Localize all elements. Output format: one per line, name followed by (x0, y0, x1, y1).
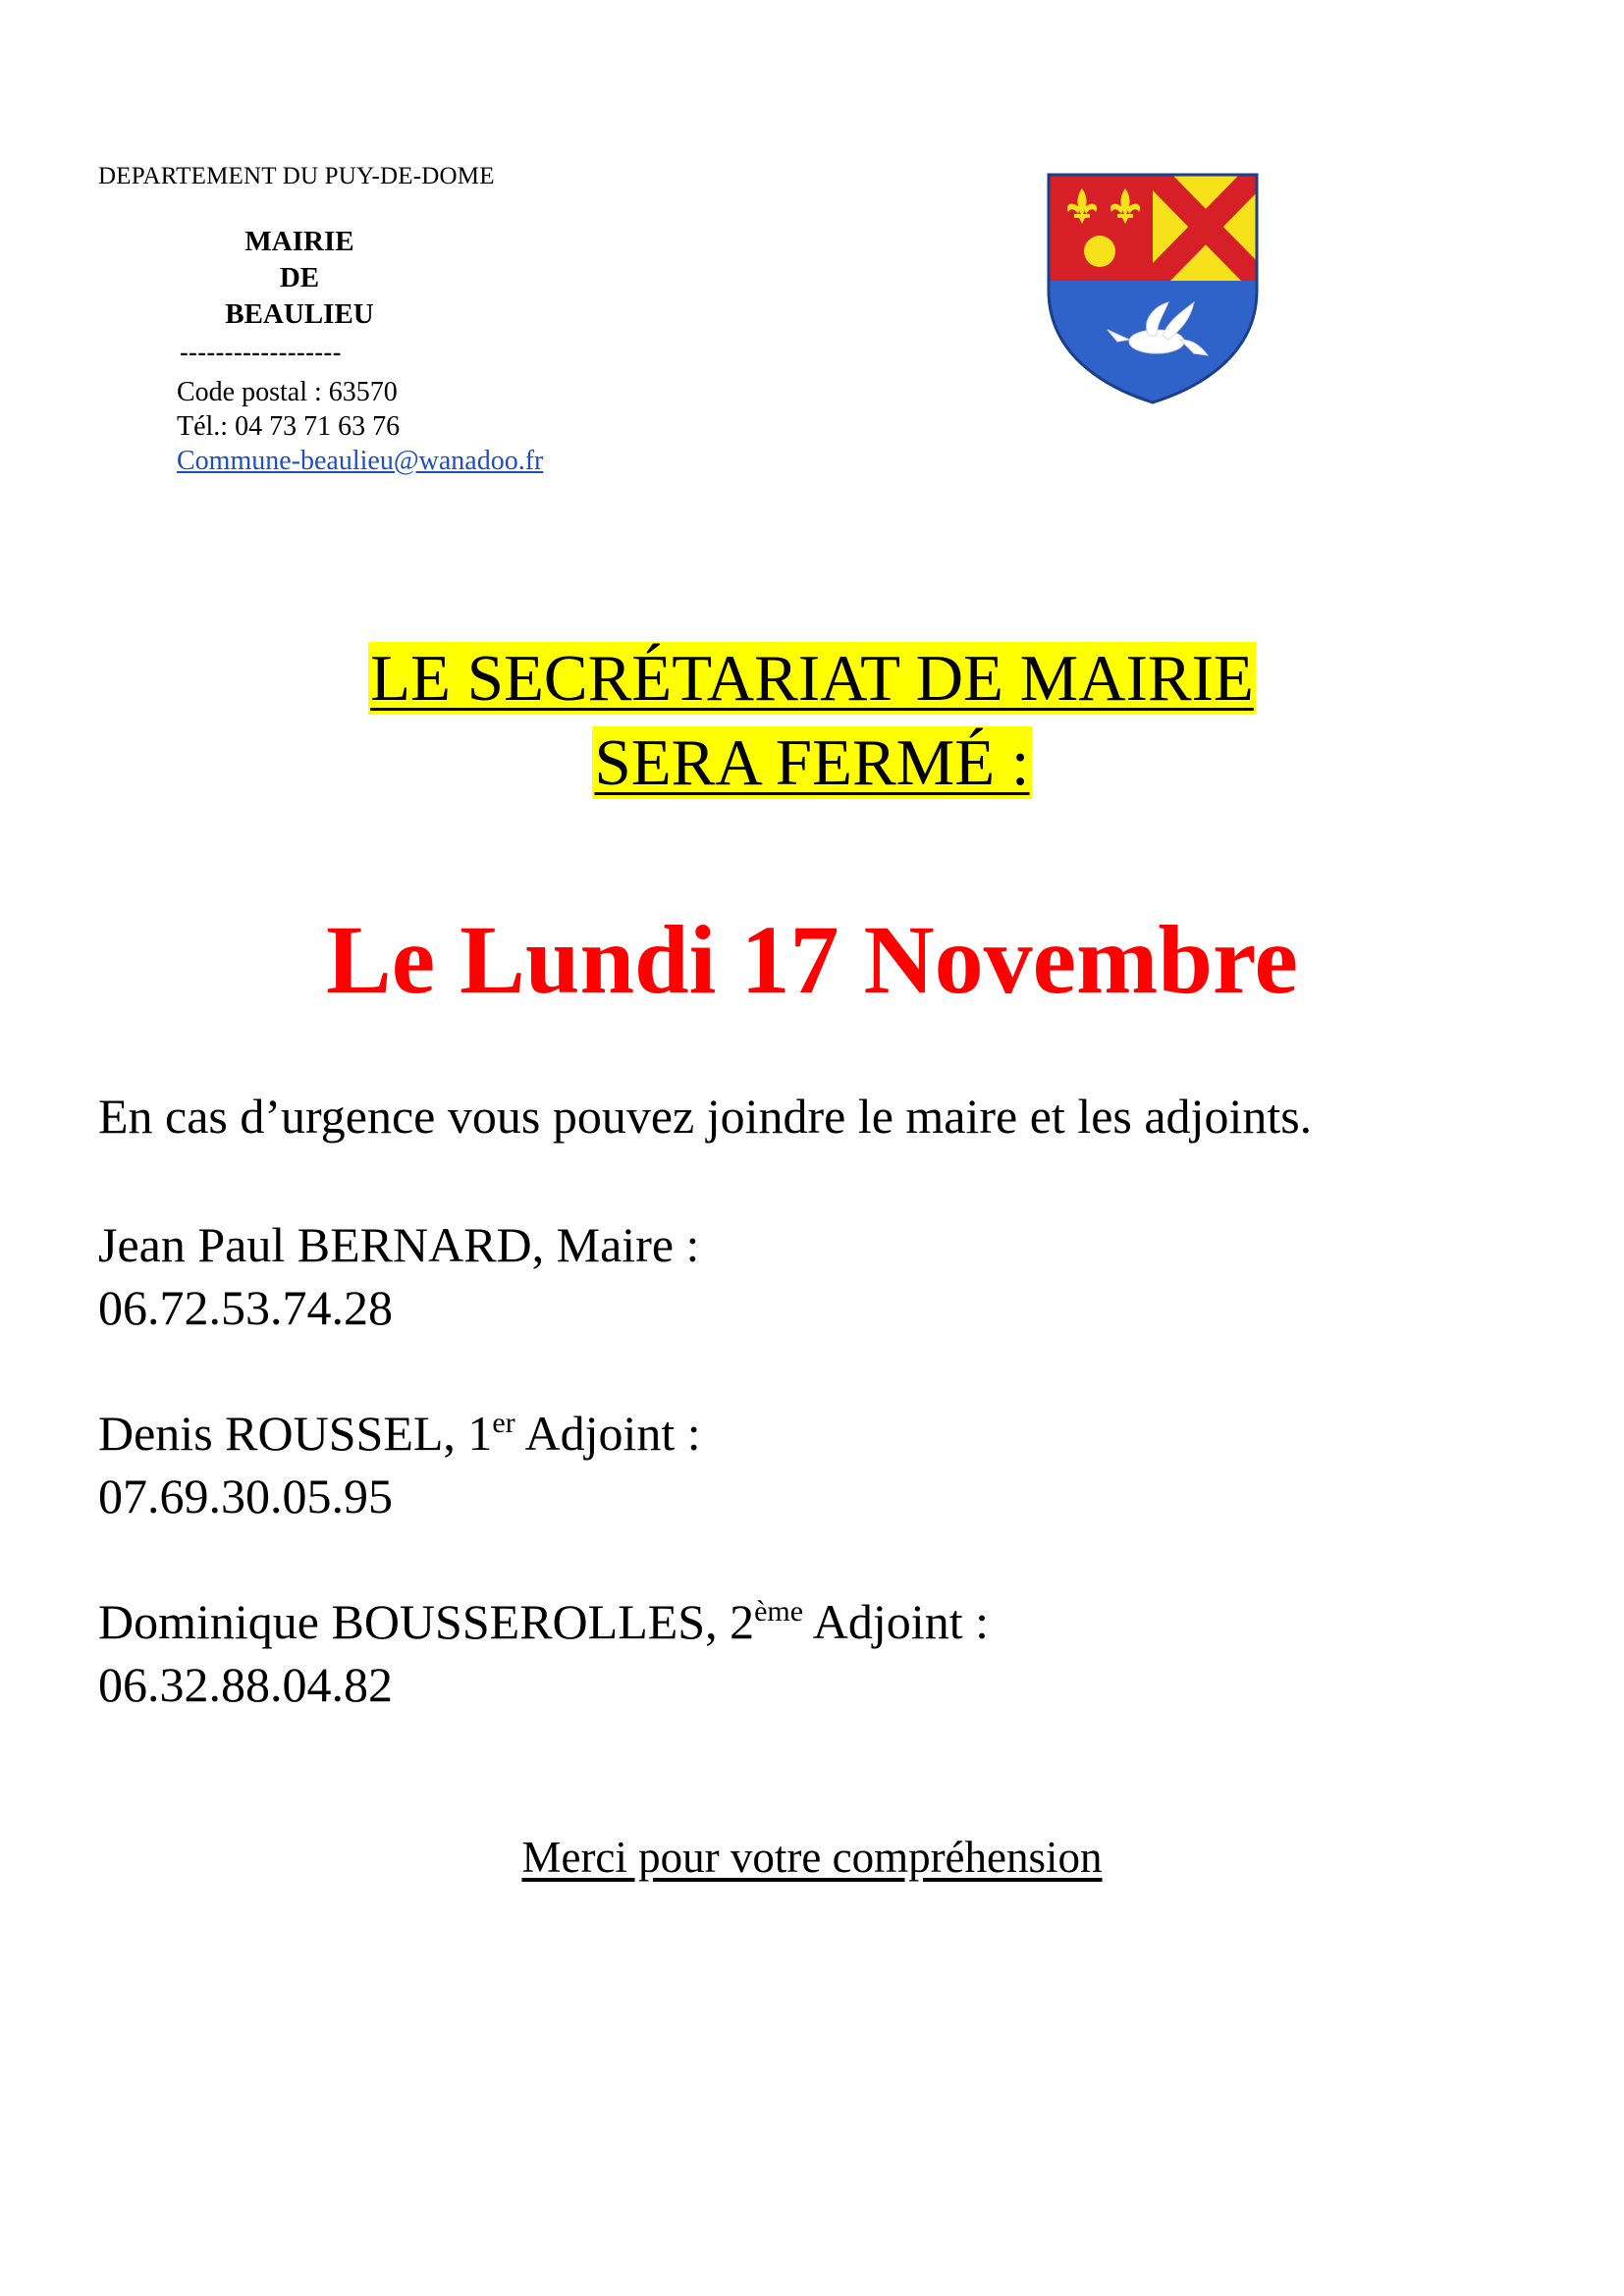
contact-name: Jean Paul BERNARD, Maire : (98, 1217, 700, 1272)
contact-maire (98, 1213, 699, 1339)
contact-phone: 07.69.30.05.95 (98, 1468, 393, 1523)
contact-phone: 06.72.53.74.28 (98, 1280, 393, 1335)
email-link[interactable]: Commune-beaulieu@wanadoo.fr (177, 446, 544, 476)
contact-adjoint-1 (98, 1402, 701, 1527)
mairie-line-3: BEAULIEU (225, 298, 374, 330)
closure-date: Le Lundi 17 Novembre (326, 905, 1298, 1014)
mairie-line-1: MAIRIE (244, 226, 354, 257)
mairie-title (147, 224, 452, 333)
postal-code: Code postal : 63570 (177, 377, 398, 407)
coat-of-arms-icon (1047, 173, 1259, 404)
department-label: DEPARTEMENT DU PUY-DE-DOME (98, 163, 495, 189)
closure-headline (0, 636, 1624, 805)
contact-name: Dominique BOUSSEROLLES, 2ème Adjoint : (98, 1594, 989, 1649)
urgency-text: En cas d’urgence vous pouvez joindre le maire et les adjoints. (98, 1089, 1313, 1144)
mairie-line-2: DE (279, 262, 320, 294)
bezant-icon (1084, 236, 1115, 267)
contact-phone: 06.32.88.04.82 (98, 1657, 393, 1712)
phone-number: Tél.: 04 73 71 63 76 (177, 411, 401, 442)
contact-adjoint-2 (98, 1590, 989, 1716)
contact-name: Denis ROUSSEL, 1er Adjoint : (98, 1406, 701, 1461)
headline-line-2: SERA FERMÉ : (594, 726, 1030, 799)
mairie-contact (177, 375, 543, 478)
separator-dashes: ------------------ (180, 338, 342, 366)
thank-you-text: Merci pour votre compréhension (521, 1833, 1103, 1882)
headline-line-1: LE SECRÉTARIAT DE MAIRIE (370, 642, 1254, 715)
